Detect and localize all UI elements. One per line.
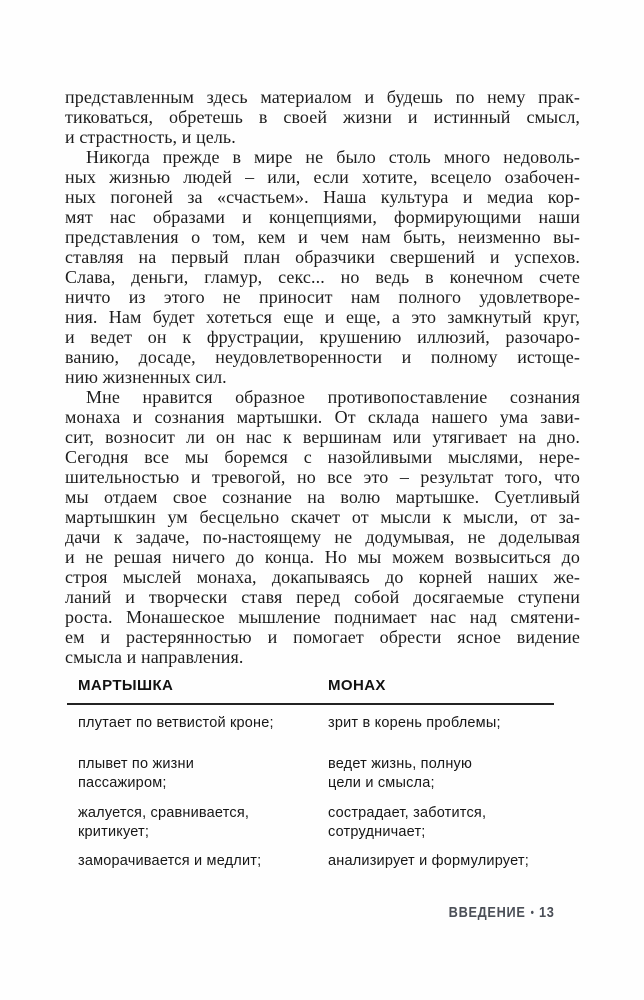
- footer-section-label: ВВЕДЕНИЕ: [449, 904, 526, 921]
- footer-page-number: 13: [539, 904, 555, 921]
- cell-line: пассажиром;: [78, 775, 167, 791]
- monk-cell: [317, 714, 554, 733]
- monkey-cell: [67, 852, 317, 871]
- text-line: роста. Монашеское мышление поднимает нас над смятени-: [65, 607, 580, 627]
- text-line: нию жизненных сил.: [65, 367, 227, 387]
- table-header-row: [67, 676, 554, 696]
- text-line: Сегодня все мы боремся с назойливыми мыслями, нере-: [65, 447, 580, 467]
- paragraph-3: [65, 387, 580, 667]
- page-footer: [449, 904, 555, 922]
- table-row: [67, 804, 554, 842]
- monk-cell: [317, 804, 554, 842]
- cell-line: ведет жизнь, полную: [328, 756, 473, 772]
- monkey-cell: [67, 755, 317, 793]
- text-line: ничто из этого не приносит нам полного удовлетворе-: [65, 287, 580, 307]
- text-line: ставляя на первый план образчики свершений и успехов.: [65, 247, 580, 267]
- paragraph-2: [65, 147, 580, 387]
- text-line: мят нас образами и концепциями, формирующими наши: [65, 207, 580, 227]
- text-line: Слава, деньги, гламур, секс... но ведь в конечном счете: [65, 267, 580, 287]
- cell-line: критикует;: [78, 824, 150, 840]
- monkey-cell: [67, 714, 317, 733]
- text-line: и страстность, и цель.: [65, 127, 236, 147]
- monk-cell: [317, 852, 554, 871]
- cell-line: жалуется, сравнивается,: [78, 805, 250, 821]
- text-line: монаха и сознания мартышки. От склада нашего ума зави-: [65, 407, 580, 427]
- text-line: Никогда прежде в мире не было столь много недоволь-: [86, 147, 580, 167]
- text-line: сит, возносит ли он нас к вершинам или утягивает на дно.: [65, 427, 580, 447]
- text-line: и не решая ничего до конца. Но мы можем возвыситься до: [65, 547, 580, 567]
- table-divider-line: [67, 703, 554, 705]
- cell-line: заморачивается и медлит;: [78, 853, 262, 869]
- text-line: ем и растерянностью и помогает обрести ясное видение: [65, 627, 580, 647]
- text-line: смысла и направления.: [65, 647, 244, 667]
- text-line: ных жизнью людей – или, если хотите, всецело озабочен-: [65, 167, 580, 187]
- table-row: [67, 755, 554, 793]
- text-line: шительностью и тревогой, но все это – результат того, что: [65, 467, 580, 487]
- text-line: ния. Нам будет хотеться еще и еще, а это замкнутый круг,: [65, 307, 580, 327]
- body-text: [65, 87, 580, 667]
- monkey-cell: [67, 804, 317, 842]
- cell-line: плутает по ветвистой кроне;: [78, 715, 274, 731]
- comparison-table: [67, 676, 554, 871]
- text-line: дачи к задаче, по-настоящему не додумывая, не доделывая: [65, 527, 580, 547]
- monk-cell: [317, 755, 554, 793]
- footer-bullet: •: [531, 907, 535, 919]
- text-line: ванию, досаде, неудовлетворенности и полному истоще-: [65, 347, 580, 367]
- text-line: тиковаться, обретешь в своей жизни и истинный смысл,: [65, 107, 580, 127]
- paragraph-1: [65, 87, 580, 147]
- text-line: и ведет он к фрустрации, крушению иллюзий, разочаро-: [65, 327, 580, 347]
- text-line: представления о том, кем и чем нам быть, неизменно вы-: [65, 227, 580, 247]
- text-line: мартышкин ум бесцельно скачет от мысли к мысли, от за-: [65, 507, 580, 527]
- table-header-monkey: МАРТЫШКА: [78, 677, 174, 694]
- cell-line: плывет по жизни: [78, 756, 195, 772]
- table-row: [67, 714, 554, 733]
- cell-line: анализирует и формулирует;: [328, 853, 529, 869]
- text-line: ланий и творчески ставя перед собой досягаемые ступени: [65, 587, 580, 607]
- cell-line: цели и смысла;: [328, 775, 435, 791]
- text-line: строя мыслей монаха, докапываясь до корней наших же-: [65, 567, 580, 587]
- cell-line: зрит в корень проблемы;: [328, 715, 501, 731]
- cell-line: сострадает, заботится,: [328, 805, 487, 821]
- text-line: мы отдаем свое сознание на волю мартышке. Суетливый: [65, 487, 580, 507]
- table-row: [67, 852, 554, 871]
- table-header-monk: МОНАХ: [328, 677, 386, 694]
- text-line: ных погоней за «счастьем». Наша культура и медиа кор-: [65, 187, 580, 207]
- text-line: Мне нравится образное противопоставление сознания: [86, 387, 580, 407]
- text-line: представленным здесь материалом и будешь по нему прак-: [65, 87, 580, 107]
- table-body: [67, 714, 554, 871]
- cell-line: сотрудничает;: [328, 824, 426, 840]
